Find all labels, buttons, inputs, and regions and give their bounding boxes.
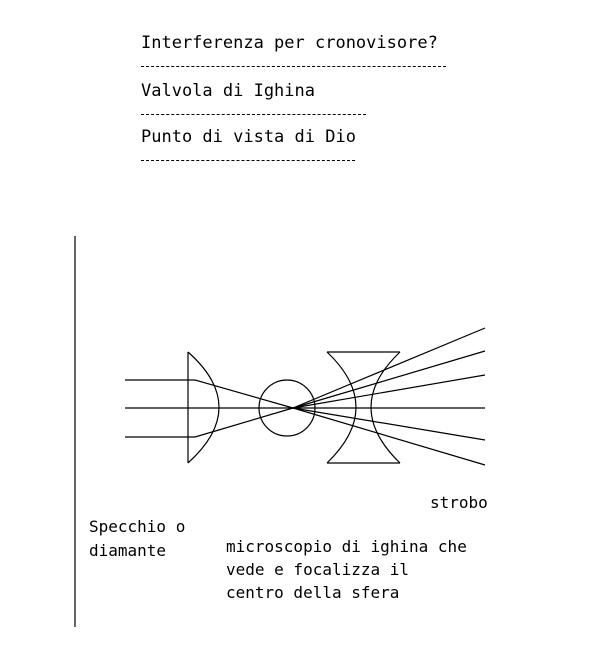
ray-out-1: [293, 328, 485, 408]
heading-punto-di-vista: Punto di vista di Dio: [141, 127, 356, 147]
converging-rays: [188, 380, 293, 437]
diverging-rays: [293, 328, 485, 465]
mirror-label-line-1: Specchio o: [89, 517, 186, 536]
incoming-rays: [125, 380, 195, 437]
strobo-label: strobo: [430, 493, 488, 512]
ray-converge-bottom: [195, 408, 293, 437]
heading-cronovisore: Interferenza per cronovisore?: [141, 33, 438, 53]
heading-valvola: Valvola di Ighina: [141, 81, 315, 101]
microscope-label-line-1: microscopio di ighina che: [226, 537, 467, 556]
ray-converge-top: [195, 380, 293, 408]
mirror-label-line-2: diamante: [89, 541, 167, 560]
ray-out-5: [293, 408, 485, 440]
ray-out-6: [293, 408, 485, 465]
microscope-label-line-3: centro della sfera: [226, 583, 400, 602]
microscope-label-line-2: vede e focalizza il: [226, 560, 410, 579]
